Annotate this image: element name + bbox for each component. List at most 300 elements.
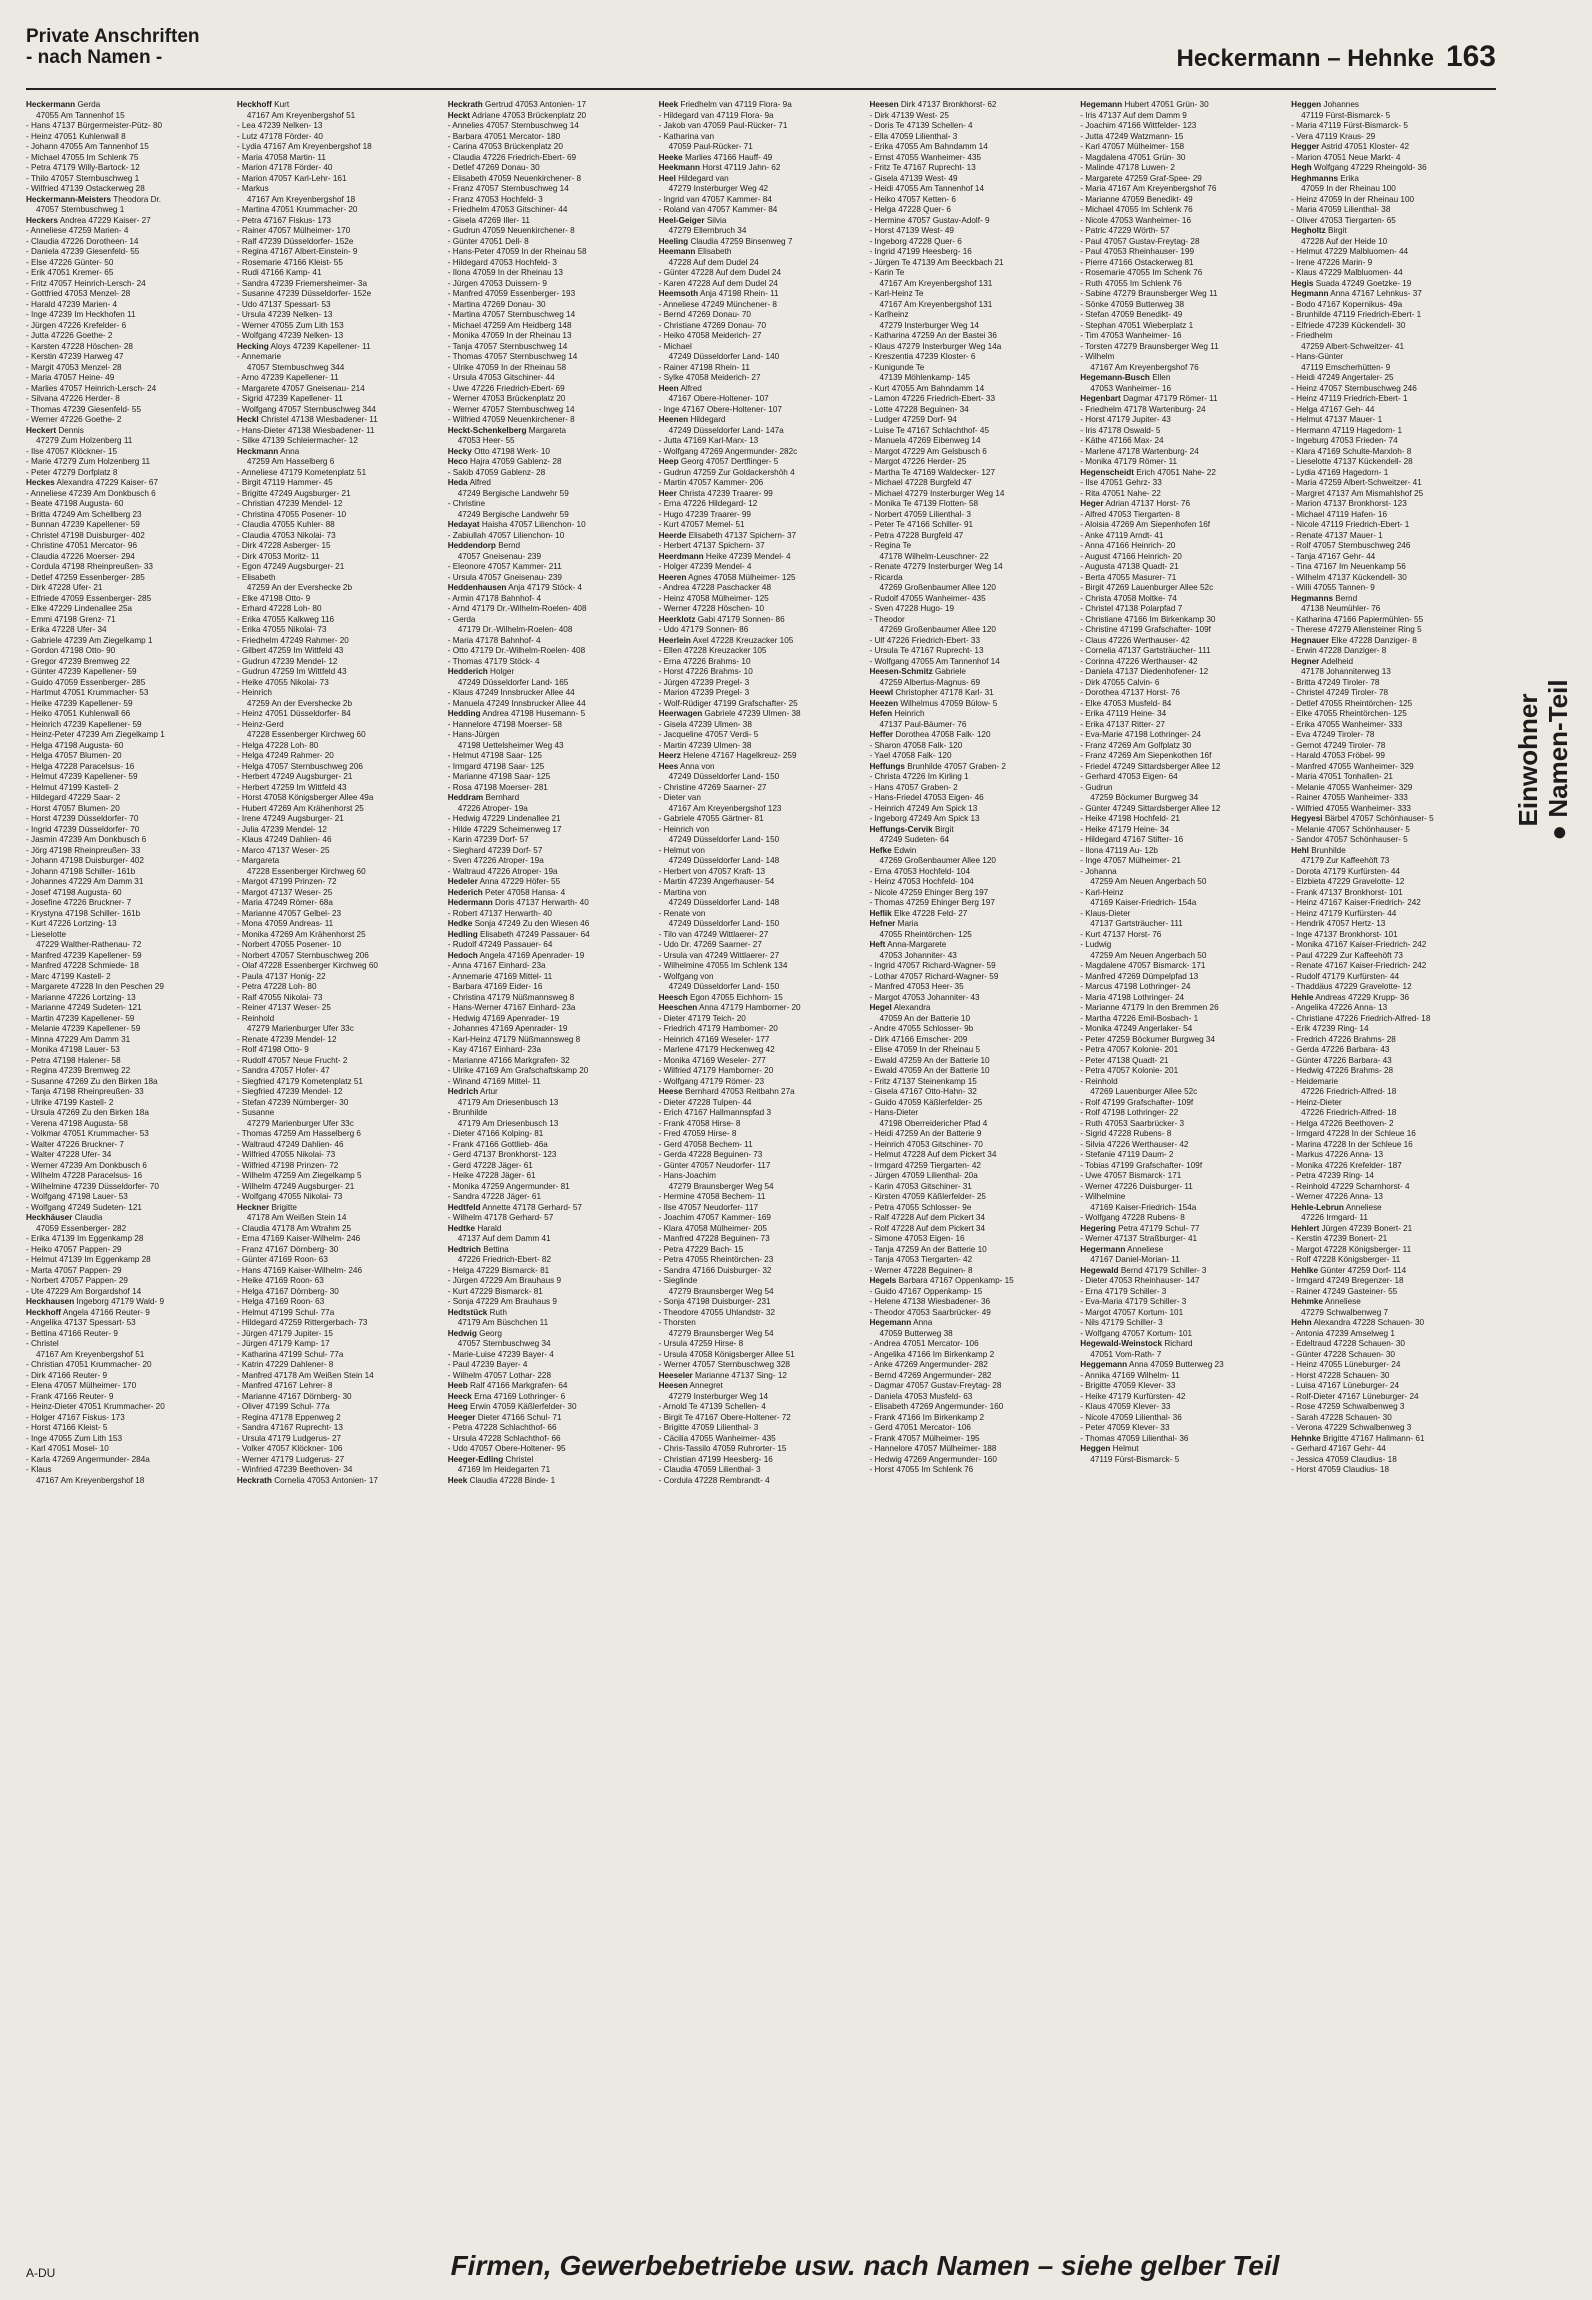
entry-text: 47279 Insterburger Weg 14 [879, 320, 979, 330]
entry-text: - Hendrik 47057 Hertz- 13 [1291, 919, 1386, 928]
directory-entry [448, 940, 653, 951]
entry-text: Alexandra 47228 Schauen- 30 [1313, 1318, 1425, 1327]
entry-text: - Sabine 47279 Braunsberger Weg 11 [1080, 289, 1218, 298]
entry-text: - Silke 47139 Schleiermacher- 12 [236, 436, 358, 445]
entry-text: - Kerstin 47239 Bonert- 21 [1291, 1234, 1388, 1243]
entry-text: - Hubert 47269 Am Krähenhorst 25 [236, 803, 364, 813]
entry-text: 47259 Böckumer Burgweg 34 [1090, 793, 1199, 802]
directory-entry [869, 1381, 1074, 1392]
entry-text: - Horst 47055 Im Schlenk 76 [869, 1465, 974, 1474]
directory-entry [26, 1465, 231, 1476]
directory-entry [1291, 772, 1496, 783]
entry-text: - Manfred 47269 Dümpelpfad 13 [1080, 971, 1199, 981]
directory-entry [869, 1066, 1074, 1077]
entry-text: - Michael [658, 341, 692, 351]
directory-entry [1291, 394, 1496, 405]
directory-entry [26, 552, 231, 563]
entry-text: Edwin [894, 845, 917, 855]
entry-text: - Gerda 47228 Beguinen- 73 [658, 1150, 763, 1159]
directory-entry [26, 1171, 231, 1182]
entry-text: Anna [280, 446, 300, 456]
directory-entry [237, 709, 442, 720]
entry-text: - Ute 47229 Am Borgardshof 14 [26, 1286, 142, 1296]
directory-entry [448, 961, 653, 972]
directory-entry [1291, 520, 1496, 531]
directory-entry [448, 205, 653, 216]
entry-text: - Friedel 47249 Sittardsberger Allee 12 [1080, 761, 1221, 771]
entry-text: - Klaus 47249 Innsbrucker Allee 44 [447, 688, 575, 697]
entry-text: - Armin 47178 Bahnhof- 4 [447, 593, 542, 603]
entry-text: - Heiko 47057 Pappen- 29 [26, 1244, 122, 1254]
surname: Heenen [658, 415, 689, 424]
directory-entry [237, 1371, 442, 1382]
surname: Hegenbart [1080, 394, 1121, 403]
entry-text: 47053 Wanheimer- 16 [1090, 383, 1172, 393]
directory-entry [1291, 1003, 1496, 1014]
entry-text: Richard [1164, 1339, 1193, 1348]
entry-text: 47119 Fürst-Bismarck- 5 [1090, 1454, 1180, 1464]
directory-entry [237, 1350, 442, 1361]
directory-entry [869, 520, 1074, 531]
directory-entry [1291, 1192, 1496, 1203]
directory-entry [1291, 331, 1496, 342]
directory-entry [1291, 531, 1496, 542]
directory-entry [1291, 174, 1496, 185]
directory-entry [1080, 1423, 1285, 1434]
directory-entry [448, 384, 653, 395]
directory-entry [1291, 877, 1496, 888]
directory-entry [1080, 814, 1285, 825]
entry-text: - Wolfgang 47228 Rubens- 8 [1080, 1213, 1185, 1222]
directory-entry [869, 405, 1074, 416]
directory-entry [869, 667, 1074, 678]
entry-text: - Hans-Joachim [658, 1171, 716, 1180]
directory-entry [659, 1014, 864, 1025]
entry-text: - Nicole 47059 Lilienthal- 36 [1080, 1412, 1182, 1422]
surname: Heewl [869, 688, 894, 697]
entry-text: - Margit 47053 Menzel- 28 [26, 362, 122, 372]
entry-text: Hubert 47051 Grün- 30 [1124, 100, 1209, 109]
entry-text: - Annelies 47057 Sternbuschweg 14 [447, 121, 579, 130]
directory-entry [1291, 793, 1496, 804]
directory-entry [237, 1066, 442, 1077]
directory-entry [26, 709, 231, 720]
directory-entry [26, 520, 231, 531]
entry-text: - Walter 47226 Bruckner- 7 [26, 1139, 124, 1149]
directory-entry [237, 373, 442, 384]
surname: Hehlert [1291, 1223, 1320, 1233]
directory-entry [448, 877, 653, 888]
entry-text: 47249 Bergische Landwehr 59 [457, 488, 569, 498]
surname: Heese [658, 1087, 683, 1096]
directory-entry [659, 111, 864, 122]
directory-entry [448, 1024, 653, 1035]
entry-text: - Petra 47228 Burgfeld 47 [869, 530, 964, 540]
directory-entry [26, 384, 231, 395]
entry-text: 47249 Bergische Landwehr 59 [457, 509, 569, 519]
directory-entry [869, 300, 1074, 311]
entry-text: - Waltraud 47249 Dahlien- 46 [236, 1139, 344, 1149]
surname: Heerklotz [658, 614, 696, 624]
entry-text: - Wolf-Rüdiger 47199 Grafschafter- 25 [658, 698, 798, 708]
directory-entry [448, 1224, 653, 1235]
entry-text: - Ewald 47059 An der Batterie 10 [869, 1066, 990, 1075]
surname: Heckner [236, 1202, 270, 1212]
directory-entry [1080, 1266, 1285, 1277]
directory-entry [448, 132, 653, 143]
entry-text: - Therese 47279 Allensteiner Ring 5 [1291, 625, 1422, 634]
entry-text: Theodora Dr. [113, 194, 162, 204]
entry-text: - Guido 47059 Essenberger- 285 [26, 677, 146, 687]
entry-text: - Eva 47249 Tiroler- 78 [1291, 730, 1375, 739]
entry-text: - Ulrike 47199 Kastell- 2 [26, 1097, 114, 1107]
entry-text: - Reinhold [236, 1013, 275, 1023]
entry-text: - Gisela 47139 West- 49 [869, 173, 958, 183]
directory-entry [237, 846, 442, 857]
entry-text: - Annika 47169 Wilhelm- 11 [1080, 1370, 1180, 1380]
entry-text: - Erna 47169 Kaiser-Wilhelm- 246 [236, 1234, 361, 1243]
directory-entry [237, 1182, 442, 1193]
entry-text: 47198 Oberreidericher Pfad 4 [879, 1118, 988, 1128]
directory-entry [448, 468, 653, 479]
directory-entry [659, 142, 864, 153]
directory-entry [1291, 930, 1496, 941]
directory-entry [237, 363, 442, 374]
directory-entry [26, 195, 231, 206]
entry-text: - Silvia 47226 Werthauser- 42 [1080, 1139, 1189, 1149]
entry-text: Claudia [74, 1213, 103, 1222]
directory-entry [1080, 436, 1285, 447]
directory-entry [26, 478, 231, 489]
entry-text: - Heidi 47259 An der Batterie 9 [869, 1129, 982, 1138]
directory-entry [26, 1203, 231, 1214]
directory-entry [1291, 762, 1496, 773]
directory-entry [869, 163, 1074, 174]
entry-text: 47228 Auf der Heide 10 [1301, 236, 1388, 246]
directory-entry [237, 919, 442, 930]
directory-entry [1080, 1161, 1285, 1172]
entry-text: - Monika 47179 Römer- 11 [1080, 457, 1178, 466]
directory-entry [26, 751, 231, 762]
entry-text: 47259 Albert-Schweitzer- 41 [1301, 341, 1405, 351]
entry-text: - Martin 47239 Kapellener- 59 [26, 1013, 135, 1023]
entry-text: - Paul 47229 Zur Kaffeehöft 73 [1291, 950, 1403, 960]
directory-entry [448, 552, 653, 563]
entry-text: - Sönke 47059 Butterweg 38 [1080, 299, 1185, 309]
directory-entry [869, 373, 1074, 384]
directory-entry [869, 1182, 1074, 1193]
entry-text: - Krystyna 47198 Schiller- 161b [26, 908, 141, 918]
directory-entry [1080, 1455, 1285, 1466]
directory-entry [659, 1245, 864, 1256]
directory-entry [237, 1276, 442, 1287]
entry-text: - Holger 47239 Mendel- 4 [658, 562, 752, 571]
directory-entry [448, 321, 653, 332]
entry-text: Adrian 47137 Horst- 76 [1105, 499, 1190, 508]
entry-text: - Ilse 47057 Neudorfer- 117 [658, 1202, 759, 1212]
entry-text: Bernd 47179 Schiller- 3 [1120, 1265, 1207, 1275]
directory-entry [237, 1098, 442, 1109]
directory-entry [659, 604, 864, 615]
directory-entry [869, 111, 1074, 122]
directory-entry [237, 279, 442, 290]
entry-text: - Christiane 47269 Donau- 70 [658, 320, 766, 330]
directory-entry [869, 615, 1074, 626]
entry-text: - Werner 47226 Goethe- 2 [26, 415, 122, 424]
directory-entry [869, 310, 1074, 321]
directory-entry [659, 961, 864, 972]
entry-text: - Emmi 47198 Grenz- 71 [26, 614, 116, 624]
entry-text: - Rolf 47199 Grafschafter- 109f [1080, 1097, 1194, 1107]
entry-text: - Marcus 47198 Lothringer- 24 [1080, 982, 1191, 991]
entry-text: - Sonja 47198 Duisburger- 231 [658, 1297, 771, 1306]
entry-text: - Margot 47057 Kortum- 101 [1080, 1307, 1184, 1317]
directory-entry [26, 846, 231, 857]
directory-entry [448, 352, 653, 363]
entry-text: - Sven 47228 Hugo- 19 [869, 604, 955, 613]
directory-entry [26, 447, 231, 458]
entry-text: - Klaus 47059 Klever- 33 [1080, 1402, 1171, 1411]
directory-entry [26, 1255, 231, 1266]
entry-text: - Heinz 47179 Kurfürsten- 44 [1291, 908, 1397, 918]
directory-entry [237, 352, 442, 363]
entry-text: - Winand 47169 Mittel- 11 [447, 1076, 541, 1086]
entry-text: - Helga 47228 Loh- 80 [236, 740, 319, 750]
directory-entry [448, 163, 653, 174]
directory-entry [237, 1087, 442, 1098]
directory-entry [26, 1119, 231, 1130]
entry-text: 47259 Albertus-Magnus- 69 [879, 677, 981, 687]
entry-text: - Friedhelm 47178 Wartenburg- 24 [1080, 404, 1206, 414]
entry-text: - Dirk 47139 West- 25 [869, 110, 949, 120]
directory-entry [26, 499, 231, 510]
directory-entry [869, 940, 1074, 951]
surname: Hegewald [1080, 1265, 1119, 1275]
entry-text: - Margarete 47228 In den Peschen 29 [26, 982, 164, 991]
entry-text: - Mona 47059 Andreas- 11 [236, 919, 334, 928]
directory-entry [659, 489, 864, 500]
entry-text: - Barbara 47169 Eider- 16 [447, 982, 543, 991]
entry-text: - Franz 47269 Am Siepenkothen 16f [1080, 751, 1212, 760]
entry-text: - Harald 47053 Fröbel- 99 [1291, 751, 1385, 760]
entry-text: - Jürgen 47179 Jupiter- 15 [236, 1328, 333, 1338]
directory-entry [1080, 1318, 1285, 1329]
entry-text: - Vera 47119 Kraus- 29 [1291, 131, 1376, 141]
entry-text: - Wilhelm 47259 Am Ziegelkamp 5 [236, 1171, 362, 1180]
directory-entry [869, 216, 1074, 227]
directory-entry [659, 1234, 864, 1245]
directory-entry [1291, 510, 1496, 521]
directory-entry [448, 1245, 653, 1256]
entry-text: - Ralf 47055 Nikolai- 73 [236, 992, 323, 1002]
entry-text: - Renate von [658, 908, 706, 918]
entry-text: - Werner 47226 Anna- 13 [1291, 1192, 1383, 1201]
directory-entry [26, 835, 231, 846]
directory-entry [26, 982, 231, 993]
entry-text: - Gernot 47249 Tiroler- 78 [1291, 740, 1386, 750]
entry-text: - Klaus 47229 Malbluomen- 44 [1291, 268, 1403, 277]
entry-text: - Maria 47051 Tonhallen- 21 [1291, 772, 1393, 781]
entry-text: - Heike 47198 Hochfeld- 21 [1080, 814, 1180, 823]
directory-entry [1080, 384, 1285, 395]
directory-entry [1080, 961, 1285, 972]
directory-entry [869, 1014, 1074, 1025]
directory-entry [237, 604, 442, 615]
directory-entry [448, 394, 653, 405]
entry-text: - Marion 47178 Förder- 40 [236, 163, 333, 172]
entry-text: - Aloisia 47269 Am Siepenhofen 16f [1080, 520, 1211, 529]
directory-entry [659, 1255, 864, 1266]
directory-entry [237, 972, 442, 983]
directory-entry [869, 342, 1074, 353]
directory-entry [869, 331, 1074, 342]
directory-entry [1080, 1371, 1285, 1382]
directory-entry [237, 562, 442, 573]
entry-text: - Cordula 47228 Rembrandt- 4 [658, 1475, 770, 1485]
entry-text: Kurt [274, 100, 290, 109]
directory-entry [659, 415, 864, 426]
directory-entry [659, 856, 864, 867]
directory-entry [869, 888, 1074, 899]
directory-entry [1291, 121, 1496, 132]
directory-entry [1080, 289, 1285, 300]
entry-text: Johannes [1323, 100, 1359, 109]
directory-entry [1080, 1213, 1285, 1224]
directory-entry [26, 604, 231, 615]
directory-entry [26, 237, 231, 248]
entry-text: - Günter 47228 Schauen- 30 [1291, 1349, 1395, 1359]
directory-entry [659, 1003, 864, 1014]
entry-text: - Renate 47279 Insterburger Weg 14 [869, 562, 1003, 571]
directory-entry [237, 867, 442, 878]
directory-entry [1291, 1266, 1496, 1277]
directory-entry [869, 499, 1074, 510]
directory-entry [1291, 1255, 1496, 1266]
entry-text: Hildegard [690, 415, 726, 424]
directory-entry [1080, 898, 1285, 909]
surname: Heckhoff [26, 1307, 62, 1317]
entry-text: 47167 Obere-Holtener- 107 [668, 394, 769, 403]
directory-entry [869, 1213, 1074, 1224]
directory-entry [659, 205, 864, 216]
directory-entry [659, 615, 864, 626]
entry-text: 47167 Am Kreyenbergshof 123 [668, 803, 782, 813]
entry-text: - Manfred 47059 Essenberger- 193 [447, 289, 576, 298]
entry-text: - Inge 47057 Mülheimer- 21 [1080, 856, 1181, 865]
directory-entry [1080, 394, 1285, 405]
directory-entry [1080, 1171, 1285, 1182]
directory-entry [869, 1150, 1074, 1161]
directory-entry [1291, 856, 1496, 867]
entry-text: - Maria 47059 Lilienthal- 38 [1291, 205, 1391, 214]
surname: Heel-Geiger [658, 215, 705, 225]
surname: Heek [447, 1475, 468, 1485]
directory-entry [659, 678, 864, 689]
surname: Hedtstück [447, 1307, 488, 1317]
directory-entry [237, 583, 442, 594]
directory-entry [1291, 1276, 1496, 1287]
entry-text: - Marianne 47167 Dörnberg- 30 [236, 1391, 352, 1401]
directory-entry [1291, 489, 1496, 500]
directory-entry [448, 1077, 653, 1088]
surname: Hegmanns [1291, 593, 1334, 603]
entry-text: - Manuela 47269 Eibenweg 14 [869, 436, 981, 445]
entry-text: 47228 Essenberger Kirchweg 60 [246, 730, 366, 739]
surname: Heft [869, 940, 886, 949]
directory-entry [448, 1360, 653, 1371]
directory-entry [448, 510, 653, 521]
entry-text: - Renate 47167 Kaiser-Friedrich- 242 [1291, 961, 1427, 970]
entry-text: - Karlheinz [869, 310, 909, 319]
entry-text: - Hannelore 47198 Moerser- 58 [447, 719, 562, 729]
entry-text: - Hildegard 47229 Saar- 2 [26, 793, 121, 802]
entry-text: - Ingeborg 47249 Am Spick 13 [869, 814, 980, 823]
entry-text: - Klaus 47279 Insterburger Weg 14a [869, 341, 1002, 351]
surname: Hegels [869, 1276, 897, 1285]
surname: Heerwagen [658, 709, 703, 718]
directory-entry [869, 835, 1074, 846]
entry-text: - Margot 47228 Königsberger- 11 [1291, 1244, 1412, 1254]
directory-entry [869, 352, 1074, 363]
directory-entry [26, 436, 231, 447]
entry-text: - Werner 47055 Zum Lith 153 [236, 320, 344, 330]
directory-entry [448, 1413, 653, 1424]
entry-text: Christopher 47178 Karl- 31 [895, 688, 994, 697]
entry-text: - Marina 47228 In der Schleue 16 [1291, 1139, 1413, 1149]
side-tab-line2: ● Namen-Teil [1543, 679, 1573, 841]
directory-entry [659, 184, 864, 195]
entry-text: - Bodo 47167 Kopernikus- 49a [1291, 299, 1403, 309]
directory-entry [869, 709, 1074, 720]
directory-entry [659, 1434, 864, 1445]
entry-text: - Nicole 47259 Ehinger Berg 197 [869, 887, 989, 897]
entry-text: - Hildegard 47167 Stifter- 16 [1080, 835, 1184, 844]
surname: Heghmanns [1291, 173, 1339, 183]
entry-text: - Rudi 47166 Kamp- 41 [236, 268, 322, 277]
surname: Heep [658, 457, 679, 466]
surname: Hegermann [1080, 1244, 1126, 1254]
directory-entry [869, 436, 1074, 447]
entry-text: Andrea 47198 Husemann- 5 [482, 709, 586, 718]
directory-entry [1291, 1339, 1496, 1350]
directory-entry [237, 237, 442, 248]
entry-text: - Heinz 47119 Friedrich-Ebert- 1 [1291, 394, 1408, 403]
entry-text: - Sieglinde [658, 1276, 698, 1285]
entry-text: - Martha Te 47169 Waldecker- 127 [869, 467, 996, 477]
entry-text: 47279 Braunsberger Weg 54 [668, 1328, 774, 1338]
directory-entry [448, 111, 653, 122]
surname: Heezen [869, 698, 899, 708]
entry-text: - Claudia 47226 Dorotheen- 14 [26, 236, 139, 246]
directory-entry [1080, 1108, 1285, 1119]
directory-entry [26, 394, 231, 405]
directory-entry [1291, 720, 1496, 731]
directory-entry [869, 699, 1074, 710]
entry-text: - Andre 47055 Schlosser- 9b [869, 1024, 974, 1033]
entry-text: - Maria 47057 Heine- 49 [26, 373, 115, 382]
entry-text: - Siegfried 47239 Mendel- 12 [236, 1087, 343, 1096]
entry-text: - Margot 47053 Johanniter- 43 [869, 992, 980, 1002]
entry-text: - Lea 47239 Nelken- 13 [236, 121, 323, 130]
directory-entry [1080, 163, 1285, 174]
entry-text: - Hans-Dieter [869, 1108, 919, 1117]
entry-text: - Fritz 47057 Heinrich-Lersch- 24 [26, 278, 146, 288]
directory-entry [659, 951, 864, 962]
entry-text: - Norbert 47057 Sternbuschweg 206 [236, 950, 369, 960]
directory-entry [1291, 1318, 1496, 1329]
directory-entry [237, 1255, 442, 1266]
entry-text: - Lothar 47057 Richard-Wagner- 59 [869, 971, 999, 981]
